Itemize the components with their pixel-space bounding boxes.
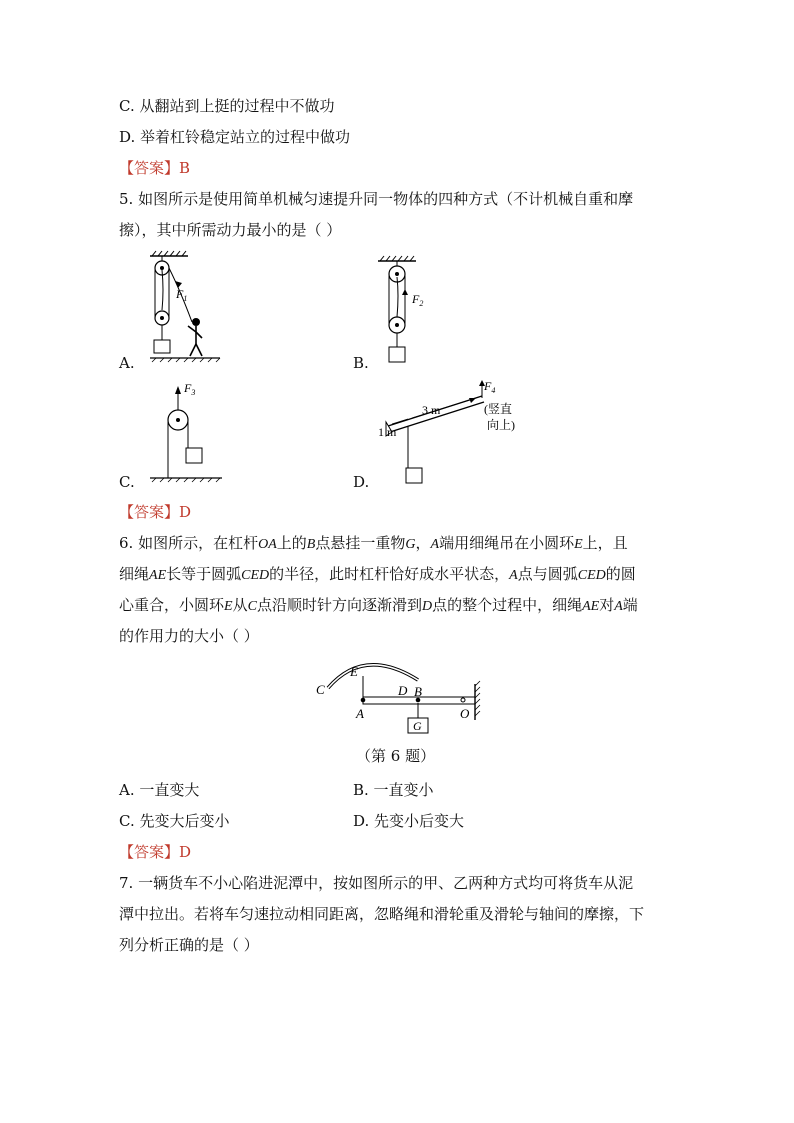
lever-length-long: 3 m	[422, 403, 441, 417]
q5-figure-c	[140, 378, 260, 490]
q6-figure	[308, 654, 494, 740]
q6-option-a: A. 一直变大	[119, 781, 200, 799]
q6-stem-line-4: 的作用力的大小（ ）	[119, 627, 259, 645]
q6-answer	[119, 842, 191, 862]
point-c-label: C	[316, 682, 325, 697]
point-d-label: D	[398, 683, 408, 698]
q5-answer	[119, 502, 191, 522]
point-b-label: B	[414, 684, 422, 699]
point-a-label: A	[356, 706, 364, 721]
q5-stem-line-1: 5. 如图所示是使用简单机械匀速提升同一物体的四种方式（不计机械自重和摩	[119, 190, 634, 208]
answer-value: D	[179, 503, 192, 521]
q7-stem-line-2: 潭中拉出。若将车匀速拉动相同距离，忽略绳和滑轮重及滑轮与轴间的摩擦，下	[119, 905, 645, 923]
q7-stem-line-1: 7. 一辆货车不小心陷进泥潭中，按如图所示的甲、乙两种方式均可将货车从泥	[119, 874, 634, 892]
vertical-note-1: (竖直	[484, 402, 512, 416]
force-label-f1: $F_1$	[176, 287, 188, 303]
answer-label: 【答案】	[119, 843, 180, 861]
q6-option-b: B. 一直变小	[353, 781, 434, 799]
force-label-f4: $F_4$	[484, 379, 496, 395]
vertical-note-2: 向上)	[487, 418, 515, 432]
q6-option-c: C. 先变大后变小	[119, 812, 230, 830]
q6-stem-line-2: 细绳AE长等于圆弧CED的半径，此时杠杆恰好成水平状态，A点与圆弧CED的圆	[119, 565, 636, 583]
q6-option-d: D. 先变小后变大	[353, 812, 465, 830]
q6-stem-line-1: 6. 如图所示，在杠杆OA上的B点悬挂一重物G，A端用细绳吊在小圆环E上，且	[119, 534, 628, 552]
q6-stem-line-3: 心重合，小圆环E从C点沿顺时针方向逐渐滑到D点的整个过程中，细绳AE对A端	[119, 596, 638, 614]
lever-length-short: 1 m	[378, 425, 397, 439]
q5-figure-d	[372, 378, 532, 490]
weight-g-label: G	[413, 719, 422, 733]
force-label-f3: $F_3$	[184, 381, 196, 397]
q5-label-b: B.	[353, 354, 369, 372]
q5-figure-a	[140, 250, 260, 370]
q5-stem-line-2: 擦），其中所需动力最小的是（ ）	[119, 221, 342, 239]
q7-stem-line-3: 列分析正确的是（ ）	[119, 936, 259, 954]
answer-value: D	[179, 843, 192, 861]
q4-answer	[119, 158, 190, 178]
q5-figure-b	[372, 255, 452, 370]
force-label-f2: $F_2$	[412, 292, 424, 308]
q6-figure-caption: （第 6 题）	[356, 747, 436, 765]
q4-option-c: C. 从翻站到上挺的过程中不做功	[119, 97, 335, 115]
answer-label: 【答案】	[119, 159, 180, 177]
point-o-label: O	[460, 706, 470, 721]
q4-option-d: D. 举着杠铃稳定站立的过程中做功	[119, 128, 351, 146]
answer-label: 【答案】	[119, 503, 180, 521]
point-e-label: E	[350, 664, 358, 679]
answer-value: B	[179, 159, 191, 177]
q5-label-d: D.	[353, 473, 370, 491]
q5-label-a: A.	[119, 354, 135, 372]
q5-label-c: C.	[119, 473, 135, 491]
